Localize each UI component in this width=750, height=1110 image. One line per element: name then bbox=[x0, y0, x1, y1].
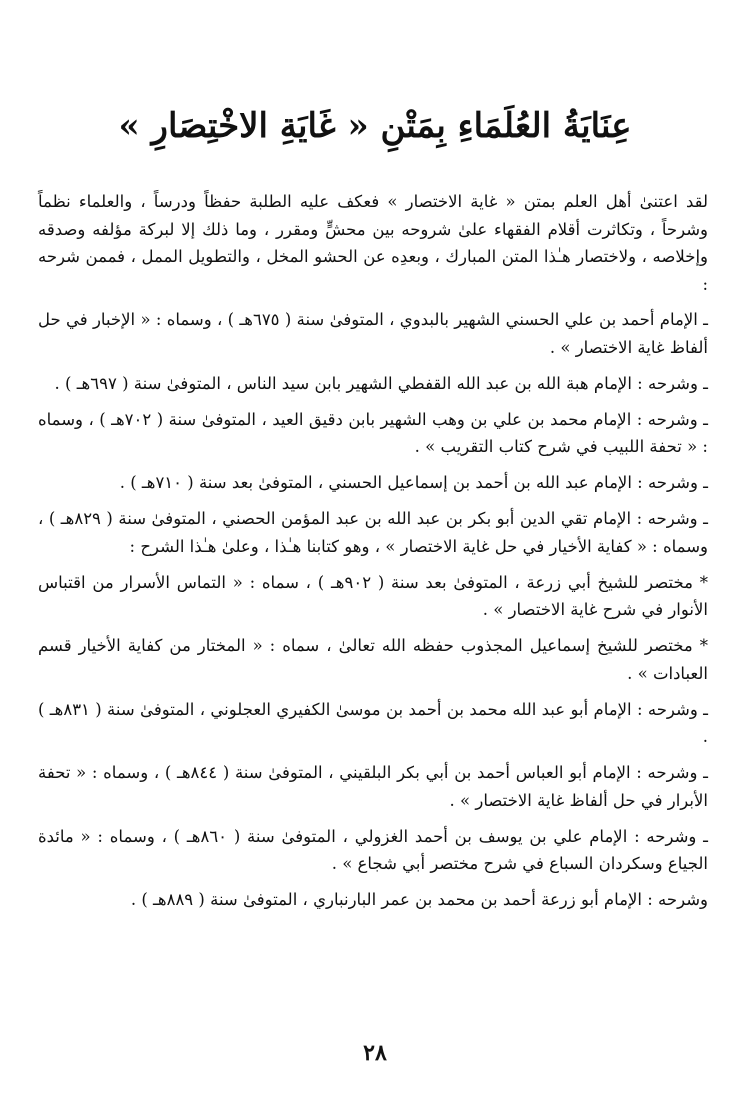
commentary-list bbox=[38, 306, 708, 914]
page-number: ٢٨ bbox=[363, 1040, 387, 1066]
list-item: ـ الإمام أحمد بن علي الحسني الشهير بالبدوي ، المتوفىٰ سنة ( ٦٧٥هـ ) ، وسماه : « الإخبار في حل ألفاظ غاية الاختصار » . bbox=[38, 310, 708, 357]
list-item: ـ وشرحه : الإمام تقي الدين أبو بكر بن عبد الله بن عبد المؤمن الحصني ، المتوفىٰ سنة ( ٨٢٩هـ ) ، وسماه : « كفاية الأخيار في حل غاية الاختصار » ، وهو كتابنا هـٰذا ، وعلىٰ هـٰذا الشرح : bbox=[38, 509, 708, 556]
list-item: ـ وشرحه : الإمام علي بن يوسف بن أحمد الغزولي ، المتوفىٰ سنة ( ٨٦٠هـ ) ، وسماه : « مائدة الجياع وسكردان السباع في شرح مختصر أبي شجاع » . bbox=[38, 826, 708, 873]
intro-paragraph: لقد اعتنىٰ أهل العلم بمتن « غاية الاختصار » فعكف عليه الطلبة حفظاً ودرساً ، والعلماء نظماً وشرحاً ، وتكاثرت أقلام الفقهاء علىٰ شروحه بين محشٍّ ومقرر ، وما ذلك إلا لبركة مؤلفه وصدقه وإخلاصه ، ولاختصار هـٰذا المتن المبارك ، وبعدِه عن الحشو المخل ، والتطويل الممل ، فممن شرحه : bbox=[38, 192, 708, 294]
page-body bbox=[38, 188, 708, 922]
list-item: * مختصر للشيخ أبي زرعة ، المتوفىٰ بعد سنة ( ٩٠٢هـ ) ، سماه : « التماس الأسرار من اقتباس الأنوار في شرح غاية الاختصار » . bbox=[38, 572, 708, 619]
list-item: ـ وشرحه : الإمام عبد الله بن أحمد بن إسماعيل الحسني ، المتوفىٰ بعد سنة ( ٧١٠هـ ) . bbox=[119, 473, 708, 492]
list-item: وشرحه : الإمام أبو زرعة أحمد بن محمد بن عمر البارنباري ، المتوفىٰ سنة ( ٨٨٩هـ ) . bbox=[130, 890, 708, 909]
list-item: ـ وشرحه : الإمام هبة الله بن عبد الله القفطي الشهير بابن سيد الناس ، المتوفىٰ سنة ( ٦٩٧هـ ) . bbox=[54, 373, 708, 393]
list-item: ـ وشرحه : الإمام أبو عبد الله محمد بن أحمد بن موسىٰ الكفيري العجلوني ، المتوفىٰ سنة ( ٨٣١هـ ) . bbox=[38, 699, 709, 746]
list-item: ـ وشرحه : الإمام أبو العباس أحمد بن أبي بكر البلقيني ، المتوفىٰ سنة ( ٨٤٤هـ ) ، وسماه : « تحفة الأبرار في حل ألفاظ غاية الاختصار » . bbox=[38, 763, 708, 810]
list-item: * مختصر للشيخ إسماعيل المجذوب حفظه الله تعالىٰ ، سماه : « المختار من كفاية الأخيار قسم العبادات » . bbox=[38, 636, 708, 683]
page-title: عِنَايَةُ العُلَمَاءِ بِمَتْنِ « غَايَةِ الاخْتِصَارِ » bbox=[118, 106, 632, 146]
list-item: ـ وشرحه : الإمام محمد بن علي بن وهب الشهير بابن دقيق العيد ، المتوفىٰ سنة ( ٧٠٢هـ ) ، وسماه : « تحفة اللبيب في شرح كتاب التقريب » . bbox=[38, 409, 708, 456]
